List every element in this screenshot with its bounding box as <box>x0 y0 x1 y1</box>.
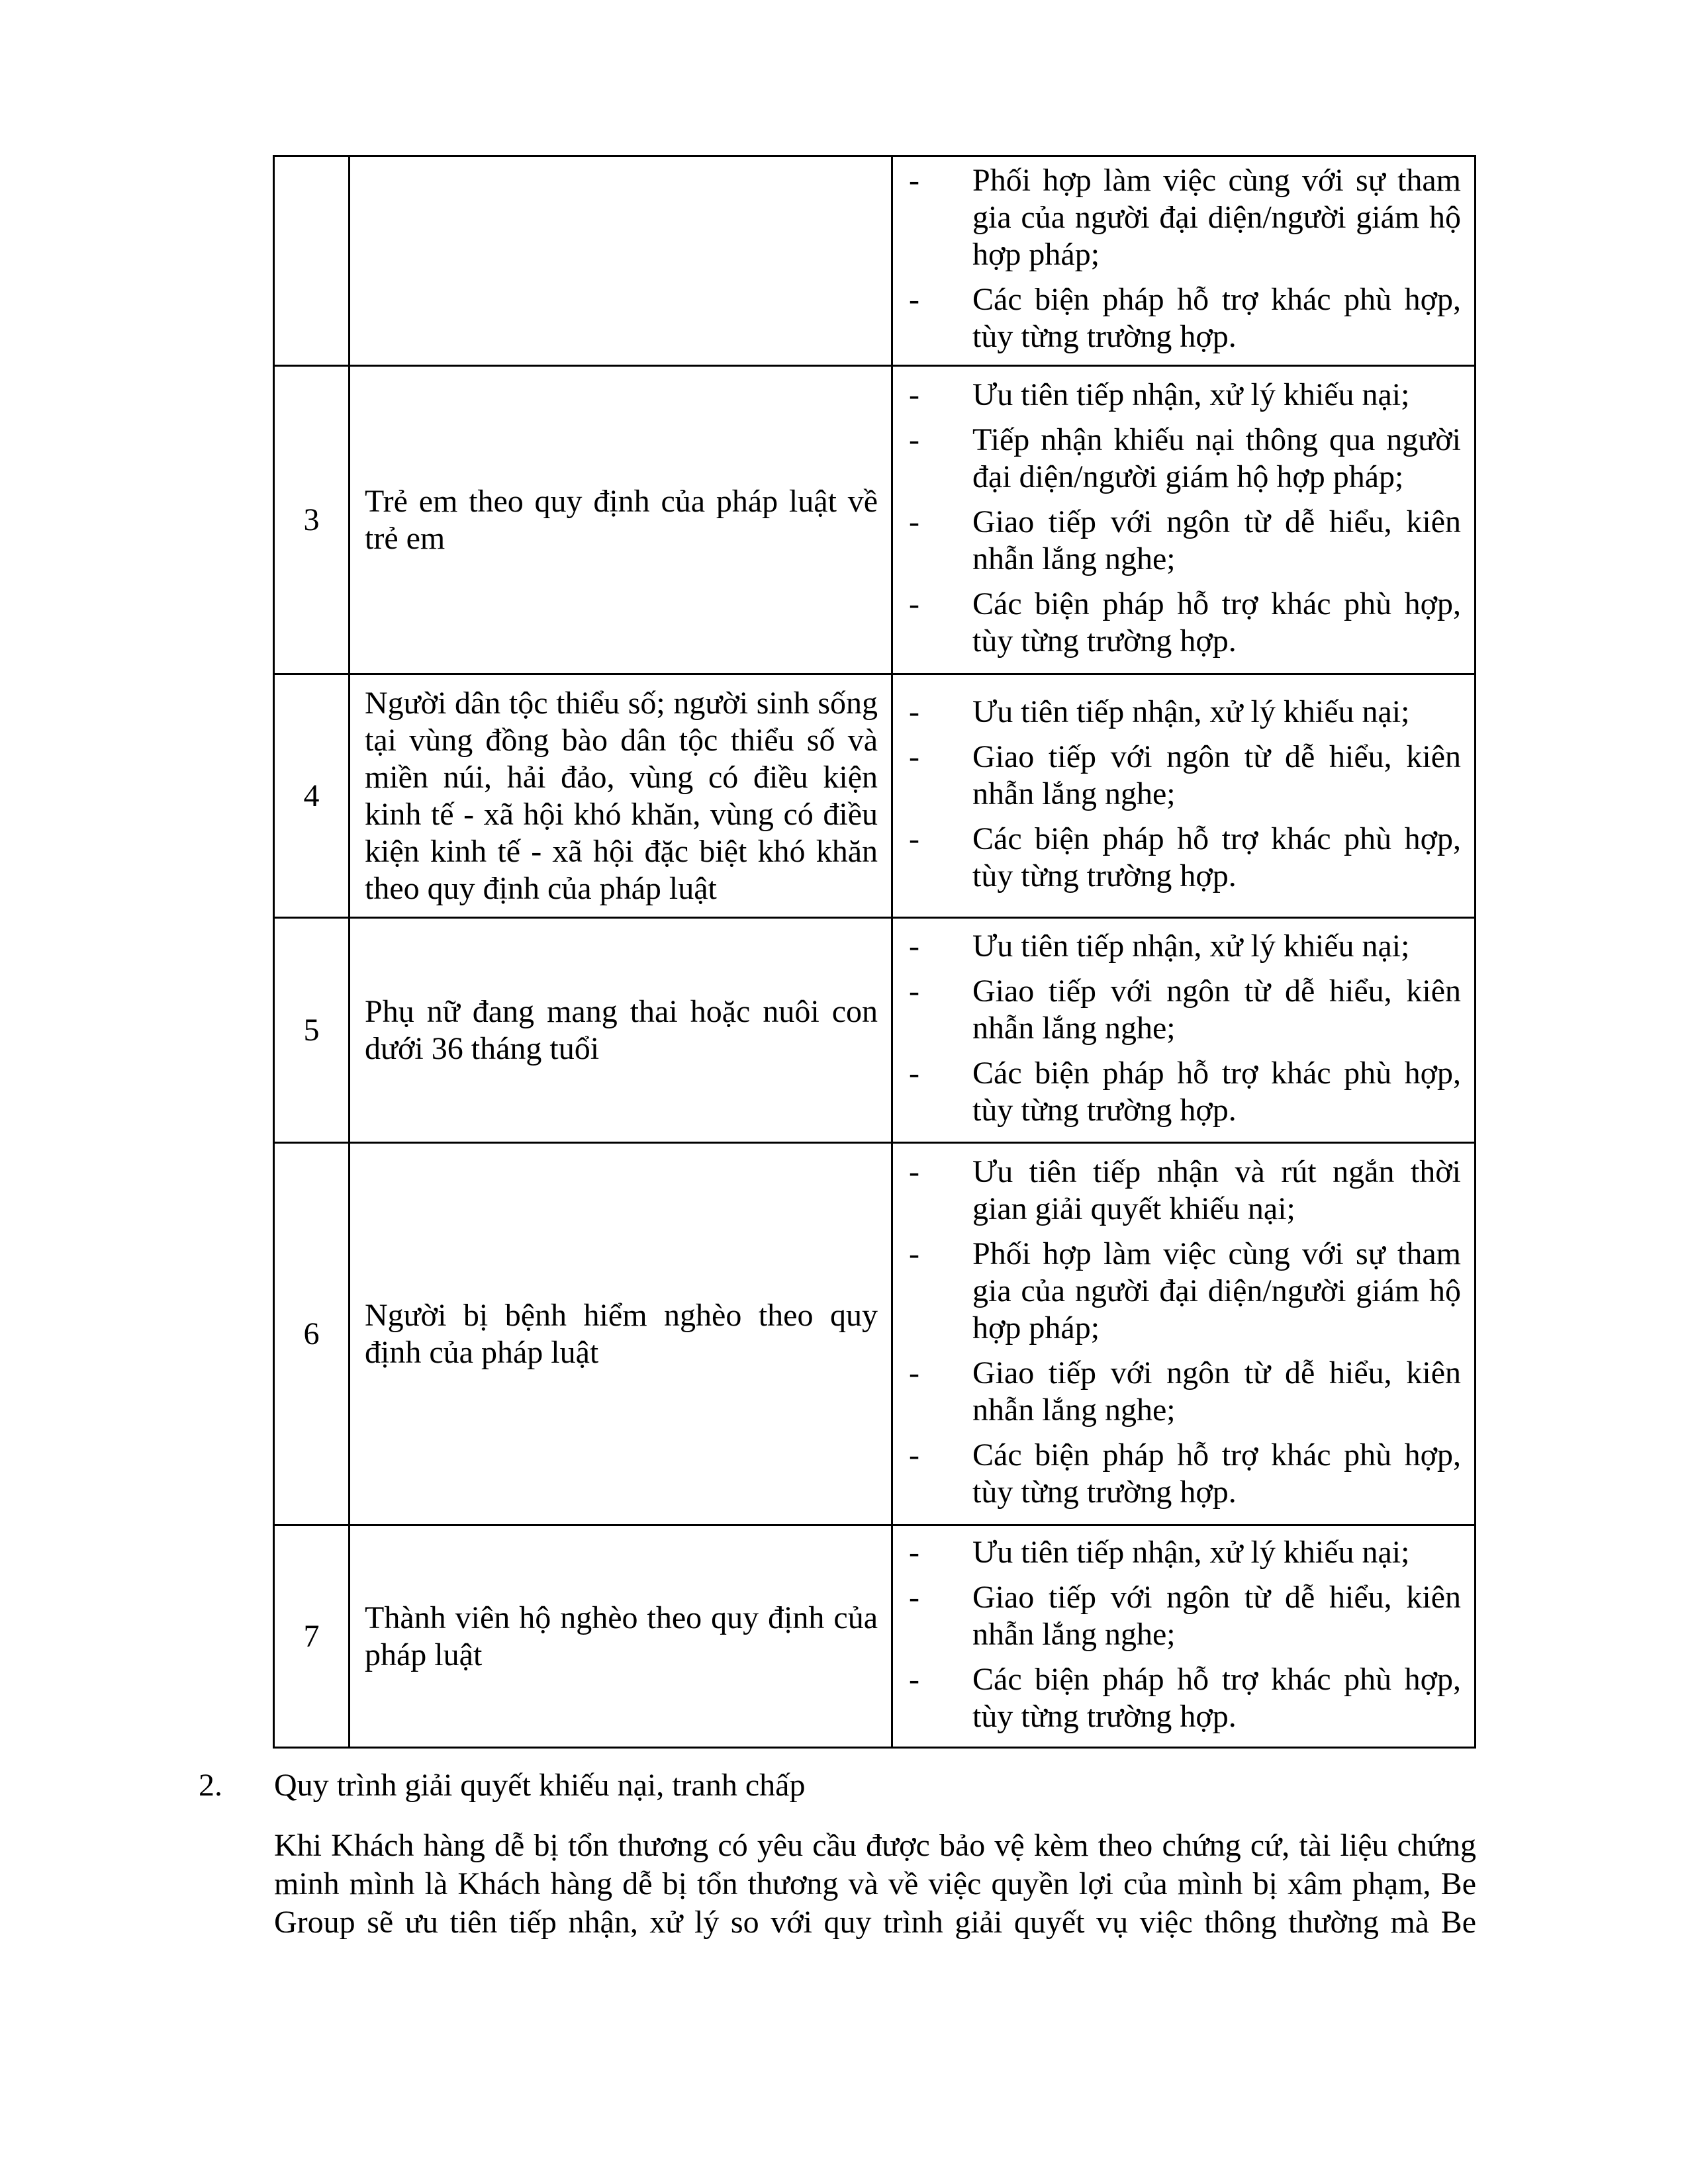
row-number: 6 <box>274 1143 350 1525</box>
bullet-dash: - <box>909 821 919 856</box>
list-item <box>906 1437 1461 1511</box>
bullet-dash: - <box>909 282 919 317</box>
table-row <box>274 1525 1476 1748</box>
list-item <box>906 928 1461 965</box>
customer-group-cell <box>350 366 892 674</box>
measure-text: Giao tiếp với ngôn từ dễ hiểu, kiên nhẫn lắng nghe; <box>972 1355 1461 1428</box>
bullet-dash: - <box>909 422 919 457</box>
row-number: 5 <box>274 918 350 1143</box>
customer-group-cell <box>350 1525 892 1748</box>
table-row <box>274 674 1476 918</box>
bullet-dash: - <box>909 1055 919 1091</box>
list-item <box>906 377 1461 414</box>
customer-group-cell <box>350 156 892 366</box>
measure-text: Các biện pháp hỗ trợ khác phù hợp, tùy từng trường hợp. <box>972 1661 1461 1734</box>
measure-text: Các biện pháp hỗ trợ khác phù hợp, tùy từng trường hợp. <box>972 282 1461 354</box>
bullet-dash: - <box>909 1154 919 1189</box>
support-measures-cell <box>892 156 1476 366</box>
bullet-dash: - <box>909 928 919 964</box>
support-measures-cell <box>892 674 1476 918</box>
measure-text: Phối hợp làm việc cùng với sự tham gia của người đại diện/người giám hộ hợp pháp; <box>972 1236 1461 1345</box>
list-item <box>906 281 1461 355</box>
bullet-dash: - <box>909 1661 919 1697</box>
measure-text: Phối hợp làm việc cùng với sự tham gia của người đại diện/người giám hộ hợp pháp; <box>972 163 1461 272</box>
row-number: 3 <box>274 366 350 674</box>
table-row <box>274 918 1476 1143</box>
bullet-dash: - <box>909 739 919 774</box>
support-measures-cell <box>892 1525 1476 1748</box>
table-row <box>274 156 1476 366</box>
table-row <box>274 1143 1476 1525</box>
bullet-dash: - <box>909 1236 919 1271</box>
measure-text: Các biện pháp hỗ trợ khác phù hợp, tùy từng trường hợp. <box>972 586 1461 659</box>
section-heading-row <box>199 1767 1476 1804</box>
bullet-dash: - <box>909 1534 919 1570</box>
list-item <box>906 1534 1461 1571</box>
bullet-dash: - <box>909 1437 919 1473</box>
list-item <box>906 694 1461 731</box>
list-item <box>906 504 1461 578</box>
bullet-dash: - <box>909 973 919 1009</box>
list-item <box>906 821 1461 895</box>
measure-text: Các biện pháp hỗ trợ khác phù hợp, tùy từng trường hợp. <box>972 821 1461 893</box>
measure-text: Các biện pháp hỗ trợ khác phù hợp, tùy từng trường hợp. <box>972 1437 1461 1510</box>
measure-text: Giao tiếp với ngôn từ dễ hiểu, kiên nhẫn lắng nghe; <box>972 504 1461 576</box>
measure-text: Ưu tiên tiếp nhận, xử lý khiếu nại; <box>972 694 1410 729</box>
bullet-dash: - <box>909 1579 919 1615</box>
measure-text: Ưu tiên tiếp nhận và rút ngắn thời gian giải quyết khiếu nại; <box>972 1154 1461 1226</box>
section-heading: Quy trình giải quyết khiếu nại, tranh chấp <box>274 1768 806 1803</box>
measure-text: Ưu tiên tiếp nhận, xử lý khiếu nại; <box>972 928 1410 964</box>
support-measures-cell <box>892 366 1476 674</box>
section-2 <box>199 1767 1476 1942</box>
customer-group-text: Người dân tộc thiểu số; người sinh sống tại vùng đồng bào dân tộc thiểu số và miền núi, hải đảo, vùng có điều kiện kinh tế - xã hội khó khăn, vùng có điều kiện kinh tế - xã hội đặc biệt khó khăn theo quy định của pháp luật <box>365 685 878 906</box>
list-item <box>906 1661 1461 1735</box>
list-item <box>906 422 1461 496</box>
section-number: 2. <box>199 1768 222 1803</box>
bullet-dash: - <box>909 163 919 198</box>
vulnerable-customer-table <box>273 155 1476 1749</box>
support-measures-cell <box>892 1143 1476 1525</box>
row-number: 4 <box>274 674 350 918</box>
support-measures-cell <box>892 918 1476 1143</box>
measure-text: Ưu tiên tiếp nhận, xử lý khiếu nại; <box>972 1534 1410 1570</box>
measure-text: Ưu tiên tiếp nhận, xử lý khiếu nại; <box>972 377 1410 412</box>
customer-group-cell <box>350 674 892 918</box>
list-item <box>906 739 1461 813</box>
list-item <box>906 1236 1461 1347</box>
customer-group-cell <box>350 1143 892 1525</box>
list-item <box>906 1355 1461 1429</box>
list-item <box>906 586 1461 660</box>
list-item <box>906 1154 1461 1228</box>
bullet-dash: - <box>909 377 919 412</box>
measure-text: Giao tiếp với ngôn từ dễ hiểu, kiên nhẫn lắng nghe; <box>972 973 1461 1046</box>
customer-group-text: Thành viên hộ nghèo theo quy định của pháp luật <box>365 1600 878 1672</box>
list-item <box>906 973 1461 1047</box>
measure-text: Tiếp nhận khiếu nại thông qua người đại diện/người giám hộ hợp pháp; <box>972 422 1461 494</box>
list-item <box>906 1055 1461 1129</box>
measure-text: Giao tiếp với ngôn từ dễ hiểu, kiên nhẫn lắng nghe; <box>972 739 1461 811</box>
customer-group-cell <box>350 918 892 1143</box>
measure-text: Giao tiếp với ngôn từ dễ hiểu, kiên nhẫn lắng nghe; <box>972 1579 1461 1652</box>
list-item <box>906 162 1461 273</box>
table-body <box>274 156 1476 1748</box>
bullet-dash: - <box>909 586 919 621</box>
table-row <box>274 366 1476 674</box>
section-paragraph: Khi Khách hàng dễ bị tổn thương có yêu cầu được bảo vệ kèm theo chứng cứ, tài liệu chứng minh mình là Khách hàng dễ bị tổn thương và về việc quyền lợi của mình bị xâm phạm, Be Group sẽ ưu tiên tiếp nhận, xử lý so với quy trình giải quyết vụ việc thông thường mà Be <box>274 1828 1476 1940</box>
bullet-dash: - <box>909 694 919 729</box>
customer-group-text: Phụ nữ đang mang thai hoặc nuôi con dưới 36 tháng tuổi <box>365 993 878 1066</box>
bullet-dash: - <box>909 1355 919 1390</box>
list-item <box>906 1579 1461 1653</box>
measure-text: Các biện pháp hỗ trợ khác phù hợp, tùy từng trường hợp. <box>972 1055 1461 1128</box>
row-number <box>274 156 350 366</box>
customer-group-text: Người bị bệnh hiểm nghèo theo quy định của pháp luật <box>365 1297 878 1370</box>
bullet-dash: - <box>909 504 919 539</box>
customer-group-text: Trẻ em theo quy định của pháp luật về trẻ em <box>365 483 878 556</box>
row-number: 7 <box>274 1525 350 1748</box>
